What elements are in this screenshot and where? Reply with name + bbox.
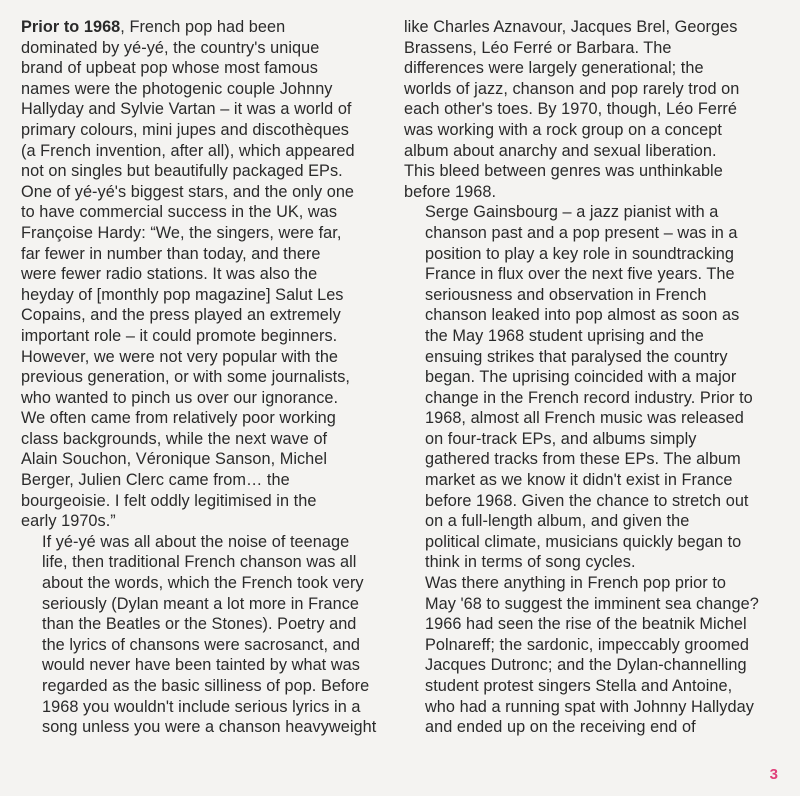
text-line	[404, 697, 784, 718]
text-line-content: class backgrounds, while the next wave of	[21, 429, 328, 448]
text-line	[404, 182, 784, 203]
text-line	[21, 697, 387, 718]
text-line	[404, 655, 784, 676]
text-line	[404, 347, 784, 368]
text-line-content: previous generation, or with some journalists,	[21, 368, 350, 387]
text-line	[21, 223, 387, 244]
text-line-content: and ended up on the receiving end of	[425, 718, 696, 737]
text-line-content: , French pop had been	[120, 18, 286, 36]
text-line-content: seriousness and observation in French	[425, 285, 707, 304]
text-line-content: song unless you were a chanson heavyweight	[42, 718, 377, 737]
text-line	[21, 573, 387, 594]
text-line-content: Alain Souchon, Véronique Sanson, Michel	[21, 450, 328, 469]
text-line	[404, 38, 784, 59]
text-line-content: worlds of jazz, chanson and pop rarely trod on	[404, 79, 740, 98]
right-column-paragraph	[404, 202, 784, 573]
text-line-content: student protest singers Stella and Antoine,	[425, 677, 733, 695]
text-line	[21, 470, 387, 491]
text-line-content: regarded as the basic silliness of pop. Before	[42, 677, 370, 695]
text-line-content: One of yé-yé's biggest stars, and the only one	[21, 182, 355, 201]
text-line	[21, 99, 387, 120]
text-line	[404, 79, 784, 100]
text-line	[404, 264, 784, 285]
text-line-content: heyday of [monthly pop magazine] Salut Les	[21, 285, 344, 304]
text-line-content: important role – it could promote beginners.	[21, 326, 338, 345]
text-line-content: primary colours, mini jupes and discothèques	[21, 120, 349, 139]
text-line-content: Was there anything in French pop prior to	[425, 574, 726, 593]
text-line	[404, 429, 784, 450]
text-line	[404, 367, 784, 388]
text-line	[21, 17, 387, 38]
lead-in-bold: Prior to 1968	[21, 18, 121, 36]
text-line-content: about the words, which the French took very	[42, 574, 364, 593]
text-line	[404, 305, 784, 326]
text-line	[404, 285, 784, 306]
text-line	[404, 161, 784, 182]
text-line-content: were fewer radio stations. It was also the	[21, 265, 318, 284]
text-line-content: 1968, almost all French music was released	[425, 409, 744, 428]
text-line	[404, 594, 784, 615]
text-line	[404, 388, 784, 409]
text-line-content: on a full-length album, and given the	[425, 512, 690, 531]
text-line-content: to have commercial success in the UK, was	[21, 203, 338, 222]
page-number: 3	[769, 766, 778, 783]
text-line	[404, 676, 784, 697]
text-line	[21, 614, 387, 635]
text-line-content: gathered tracks from these EPs. The album	[425, 450, 741, 469]
text-line	[404, 223, 784, 244]
text-line	[404, 470, 784, 491]
text-line-content: names were the photogenic couple Johnny	[21, 79, 333, 98]
right-column-paragraph	[404, 17, 784, 202]
text-line	[21, 120, 387, 141]
text-line-content: However, we were not very popular with the	[21, 347, 339, 366]
text-line-content: Hallyday and Sylvie Vartan – it was a world of	[21, 100, 352, 119]
text-line-content: the lyrics of chansons were sacrosanct, and	[42, 635, 360, 654]
text-line	[21, 347, 387, 368]
text-line-content: dominated by yé-yé, the country's unique	[21, 38, 320, 57]
text-line-content: think in terms of song cycles.	[425, 553, 636, 572]
text-line	[404, 717, 784, 738]
text-line	[404, 573, 784, 594]
text-line-content: change in the French record industry. Prior to	[425, 388, 753, 407]
text-line	[404, 552, 784, 573]
text-line-content: the May 1968 student uprising and the	[425, 326, 704, 345]
text-line-content: market as we know it didn't exist in France	[425, 471, 733, 490]
text-line-content: This bleed between genres was unthinkable	[404, 162, 723, 181]
text-line-content: far fewer in number than today, and there	[21, 244, 321, 263]
text-line-content: seriously (Dylan meant a lot more in France	[42, 594, 360, 613]
text-line	[21, 285, 387, 306]
right-column	[404, 17, 784, 738]
text-line-content: life, then traditional French chanson was all	[42, 553, 357, 572]
text-line-content: France in flux over the next five years. The	[425, 265, 735, 284]
text-line-content: who wanted to pinch us over our ignorance.	[21, 388, 339, 407]
text-line-content: album about anarchy and sexual liberation.	[404, 141, 717, 160]
text-line	[404, 244, 784, 265]
text-line-content: would never have been tainted by what was	[42, 656, 360, 675]
text-line-content: chanson leaked into pop almost as soon as	[425, 306, 740, 325]
text-line-content: If yé-yé was all about the noise of teenage	[42, 532, 350, 551]
text-line	[21, 79, 387, 100]
text-line	[21, 552, 387, 573]
text-line	[21, 141, 387, 162]
text-line	[21, 264, 387, 285]
text-line-content: (a French invention, after all), which appeared	[21, 141, 355, 160]
text-line	[21, 449, 387, 470]
right-column-paragraph	[404, 573, 784, 738]
left-column-paragraph	[21, 17, 387, 532]
text-line-content: political climate, musicians quickly began to	[425, 532, 742, 551]
text-line-content: early 1970s.”	[21, 512, 116, 531]
text-line-content: 1968 you wouldn't include serious lyrics in a	[42, 697, 361, 716]
left-column	[21, 17, 387, 738]
text-line-content: who had a running spat with Johnny Hallyday	[425, 697, 754, 716]
text-line	[21, 367, 387, 388]
text-line-content: than the Beatles or the Stones). Poetry and	[42, 615, 357, 634]
text-line	[404, 511, 784, 532]
text-line	[404, 408, 784, 429]
text-line-content: differences were largely generational; the	[404, 59, 704, 78]
text-line	[404, 99, 784, 120]
text-line	[21, 491, 387, 512]
text-line-content: brand of upbeat pop whose most famous	[21, 59, 318, 78]
text-line	[21, 717, 387, 738]
text-line	[21, 182, 387, 203]
text-line-content: like Charles Aznavour, Jacques Brel, Georges	[404, 18, 738, 36]
text-line	[21, 202, 387, 223]
left-column-paragraph	[21, 532, 387, 738]
text-line-content: before 1968. Given the chance to stretch out	[425, 491, 749, 510]
text-line-content: each other's toes. By 1970, though, Léo Ferré	[404, 100, 738, 119]
text-line	[21, 429, 387, 450]
text-line-content: on four-track EPs, and albums simply	[425, 429, 697, 448]
text-line	[21, 511, 387, 532]
text-line	[404, 120, 784, 141]
text-line	[21, 58, 387, 79]
text-line	[404, 17, 784, 38]
text-line	[21, 161, 387, 182]
text-line	[21, 532, 387, 553]
text-line	[21, 408, 387, 429]
text-line-content: began. The uprising coincided with a major	[425, 368, 737, 387]
text-line	[21, 635, 387, 656]
text-line	[404, 202, 784, 223]
text-line-content: was working with a rock group on a concept	[404, 120, 722, 139]
text-line-content: 1966 had seen the rise of the beatnik Michel	[425, 615, 747, 634]
text-line-content: chanson past and a pop present – was in a	[425, 223, 738, 242]
text-line	[404, 326, 784, 347]
text-line	[21, 655, 387, 676]
text-line	[21, 388, 387, 409]
text-line	[404, 58, 784, 79]
text-line-content: bourgeoisie. I felt oddly legitimised in the	[21, 491, 317, 510]
text-line-content: Copains, and the press played an extremely	[21, 306, 341, 325]
text-line-content: Polnareff; the sardonic, impeccably groomed	[425, 635, 750, 654]
text-line	[404, 532, 784, 553]
text-line	[404, 491, 784, 512]
text-line-content: not on singles but beautifully packaged EPs.	[21, 162, 343, 181]
text-line	[21, 38, 387, 59]
text-line	[404, 449, 784, 470]
text-line	[404, 141, 784, 162]
text-line-content: Berger, Julien Clerc came from… the	[21, 471, 290, 490]
text-line	[21, 244, 387, 265]
text-line-content: Jacques Dutronc; and the Dylan-channelling	[425, 656, 747, 675]
text-line-content: May '68 to suggest the imminent sea change?	[425, 594, 759, 613]
text-line-content: ensuing strikes that paralysed the country	[425, 347, 728, 366]
text-line	[21, 305, 387, 326]
text-line	[21, 326, 387, 347]
text-line-content: before 1968.	[404, 182, 497, 201]
text-line-content: Brassens, Léo Ferré or Barbara. The	[404, 38, 672, 57]
text-line-content: Françoise Hardy: “We, the singers, were far,	[21, 223, 342, 242]
text-line	[21, 594, 387, 615]
text-line-content: We often came from relatively poor working	[21, 409, 336, 428]
text-line	[21, 676, 387, 697]
text-line-content: position to play a key role in soundtracking	[425, 244, 735, 263]
text-line-content: Serge Gainsbourg – a jazz pianist with a	[425, 203, 719, 222]
text-line	[404, 614, 784, 635]
text-line	[404, 635, 784, 656]
